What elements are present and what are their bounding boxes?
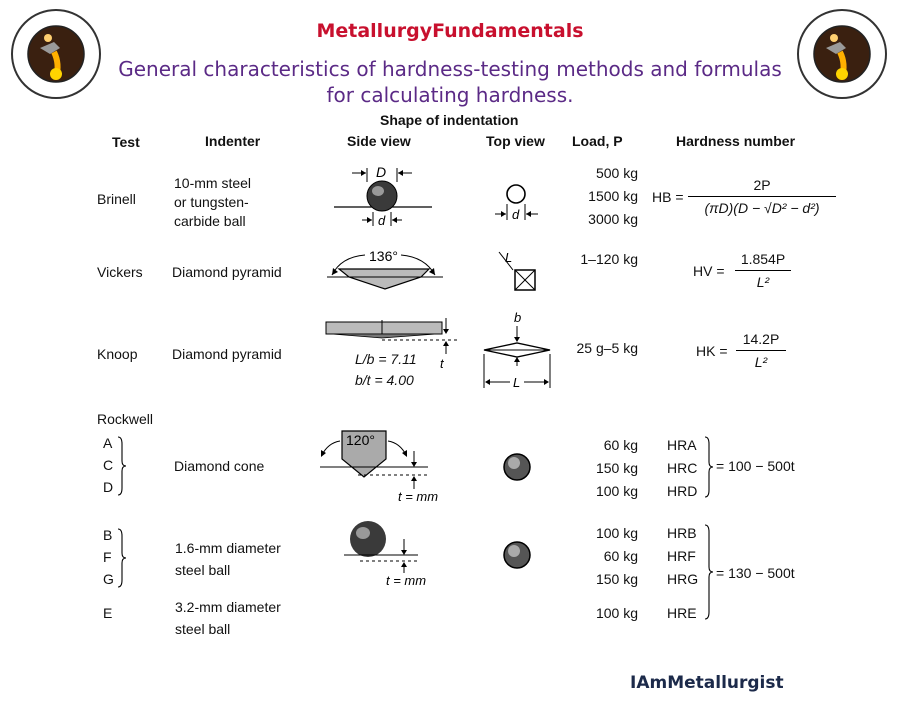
rockwell-cone-side-view-diagram (318, 425, 458, 507)
vickers-load: 1–120 kg (580, 251, 638, 267)
rockwell-cone-scales: A C D (103, 435, 114, 495)
knoop-formula-fraction: 14.2P L² (736, 330, 786, 372)
col-indenter: Indenter (205, 133, 261, 149)
brinell-top-d-label: d (512, 207, 520, 222)
knoop-ratio-lb: L/b = 7.11 (355, 351, 417, 367)
rockwell-test: Rockwell (97, 411, 154, 427)
knoop-top-b-label: b (514, 310, 522, 325)
knoop-formula-lhs: HK = (696, 343, 728, 359)
rockwell-cone-loads: 60 kg 150 kg 100 kg (595, 437, 638, 499)
rockwell-ball-top-view-diagram (500, 538, 536, 574)
rockwell-e-scale: E (103, 605, 113, 621)
vickers-top-view-diagram (495, 248, 543, 296)
brinell-top-view-diagram (488, 180, 548, 225)
col-side-view: Side view (347, 133, 411, 149)
logo-right (796, 8, 888, 100)
knoop-load: 25 g–5 kg (576, 340, 638, 356)
vickers-formula-fraction: 1.854P L² (735, 250, 791, 292)
brinell-formula-denominator: (πD)(D − √D² − d²) (704, 200, 820, 216)
rockwell-cone-numbers: HRA HRC HRD (667, 437, 698, 499)
col-load: Load, P (572, 133, 623, 149)
rockwell-cone-formula: = 100 − 500t (716, 458, 795, 474)
rockwell-e-indenter: 3.2-mm diameter steel ball (175, 599, 281, 637)
rockwell-cone-brace (117, 436, 127, 496)
knoop-top-view-diagram (480, 310, 555, 392)
col-hardness-number: Hardness number (676, 133, 796, 149)
col-test: Test (112, 134, 140, 150)
rockwell-cone-angle-label: 120° (346, 432, 375, 448)
brinell-side-d-label: d (378, 213, 386, 228)
rockwell-ball-indenter: 1.6-mm diameter steel ball (175, 540, 281, 578)
footer-brand: IAmMetallurgist (630, 673, 784, 693)
brinell-formula-lhs: HB = (652, 189, 684, 205)
rockwell-ball-brace (117, 528, 127, 588)
rockwell-cone-indenter: Diamond cone (174, 458, 265, 474)
knoop-side-t-label: t (440, 356, 444, 370)
brinell-side-D-label: D (376, 164, 387, 180)
brinell-loads: 500 kg 1500 kg 3000 kg (588, 165, 638, 227)
knoop-top-L-label: L (513, 375, 521, 390)
rockwell-ball-formula: = 130 − 500t (716, 565, 795, 581)
rockwell-ball-right-brace (704, 524, 714, 620)
vickers-top-L-label: L (505, 250, 513, 265)
vickers-indenter: Diamond pyramid (172, 264, 282, 280)
page-title: MetallurgyFundamentals (316, 20, 584, 42)
rockwell-cone-right-brace (704, 436, 714, 498)
rockwell-ball-scales: B F G (103, 527, 114, 587)
knoop-ratio-bt: b/t = 4.00 (355, 372, 414, 388)
shape-of-indentation-header: Shape of indentation (380, 112, 519, 128)
rockwell-ball-numbers: HRB HRF HRG (667, 525, 699, 587)
rockwell-e-number: HRE (667, 605, 697, 621)
rockwell-e-load: 100 kg (595, 605, 638, 621)
vickers-side-view-diagram (325, 245, 445, 295)
page-subtitle: General characteristics of hardness-testing methods and formulas for calculating hardness. (118, 57, 782, 107)
brinell-test: Brinell (97, 191, 136, 207)
rockwell-ball-side-view-diagram (340, 515, 450, 590)
brinell-side-view-diagram (330, 160, 440, 235)
rockwell-ball-depth-label: t = mm (386, 573, 427, 588)
brinell-formula-fraction (688, 176, 836, 218)
brinell-indenter: 10-mm steel or tungsten- carbide ball (174, 175, 252, 229)
brinell-formula-numerator: 2P (753, 177, 771, 193)
rockwell-cone-top-view-diagram (500, 450, 536, 486)
rockwell-cone-depth-label: t = mm (398, 489, 439, 504)
knoop-indenter: Diamond pyramid (172, 346, 282, 362)
vickers-test: Vickers (97, 264, 143, 280)
rockwell-ball-loads: 100 kg 60 kg 150 kg (595, 525, 638, 587)
logo-left (10, 8, 102, 100)
vickers-angle-label: 136° (369, 248, 398, 264)
vickers-formula-lhs: HV = (693, 263, 725, 279)
col-top-view: Top view (486, 133, 545, 149)
knoop-test: Knoop (97, 346, 138, 362)
